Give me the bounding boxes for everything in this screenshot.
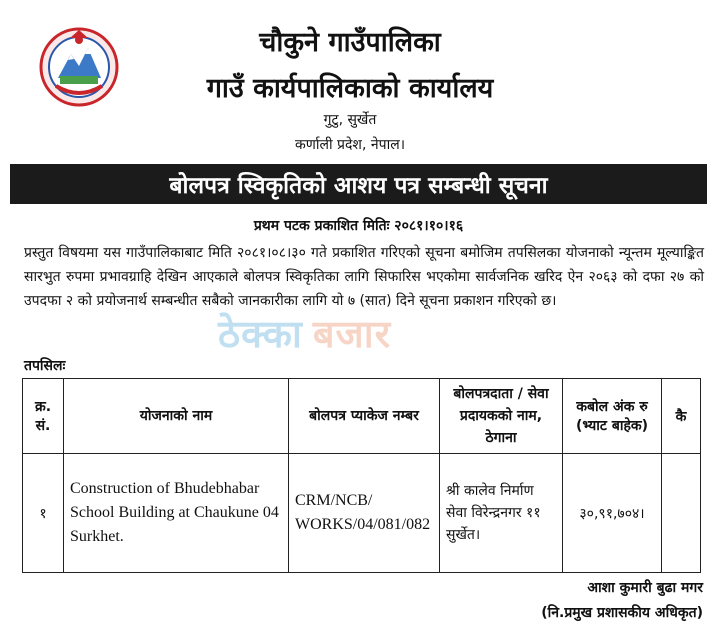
cell-sn: १: [23, 454, 64, 573]
watermark-part-2: बजार: [312, 312, 392, 356]
address-line-1: गुटु, सुर्खेत: [323, 112, 377, 128]
watermark-part-1: ठेक्का: [218, 312, 303, 356]
header-package: बोलपत्र प्याकेज नम्बर: [289, 379, 440, 454]
header-sn: क्र. सं.: [23, 379, 64, 454]
table-header-row: [23, 379, 701, 454]
address-line-2: कर्णाली प्रदेश, नेपाल।: [294, 137, 406, 153]
notice-title: बोलपत्र स्विकृतिको आशय पत्र सम्बन्धी सूचना: [169, 173, 548, 199]
award-table: [22, 378, 701, 573]
office-name: गाउँ कार्यपालिकाको कार्यालय: [206, 73, 494, 104]
cell-package: CRM/NCB/ WORKS/04/081/082: [289, 454, 440, 573]
first-published-date: प्रथम पटक प्रकाशित मितिः २०८१।१०।१६: [253, 218, 464, 234]
header-bidder: बोलपत्रदाता / सेवा प्रदायकको नाम, ठेगाना: [440, 379, 563, 454]
header-amount: कबोल अंक रु (भ्याट बाहेक): [563, 379, 662, 454]
signatory-name: आशा कुमारी बुढा मगर: [587, 580, 703, 596]
signatory-designation: (नि.प्रमुख प्रशासकीय अधिकृत): [541, 605, 703, 621]
cell-amount: ३०,९१,७०४।: [563, 454, 662, 573]
header-remarks: कै: [662, 379, 701, 454]
cell-remarks: [662, 454, 701, 573]
nepal-emblem-logo: [38, 26, 120, 108]
cell-project: Construction of Bhudebhabar School Building at Chaukune 04 Surkhet.: [64, 454, 289, 573]
cell-bidder: श्री कालेव निर्माण सेवा विरेन्द्रनगर ११ सुर्खेत।: [440, 454, 563, 573]
municipality-name: चौकुने गाउँपालिका: [259, 27, 441, 58]
header-project: योजनाको नाम: [64, 379, 289, 454]
notice-title-banner: [10, 164, 707, 204]
notice-body: प्रस्तुत विषयमा यस गाउँपालिकाबाट मिति २०८१।०८।३० गते प्रकाशित गरिएको सूचना बमोजिम तपसिलका योजनाको न्यून्तम मूल्याङ्कित सारभुत रुपमा प्रभावग्राहि देखिन आएकाले बोलपत्र स्विकृतिका लागि सिफारिस भएकोमा सार्वजनिक खरिद ऐन २०६३ को दफा २७ को उपदफा २ को प्रयोजनार्थ सम्बन्धीत सबैको जानकारीका लागि यो ७ (सात) दिने सूचना प्रकाशन गरिएको छ।: [24, 245, 704, 309]
details-label: तपसिलः: [24, 358, 66, 374]
watermark: [218, 307, 391, 359]
table-row: [23, 454, 701, 573]
